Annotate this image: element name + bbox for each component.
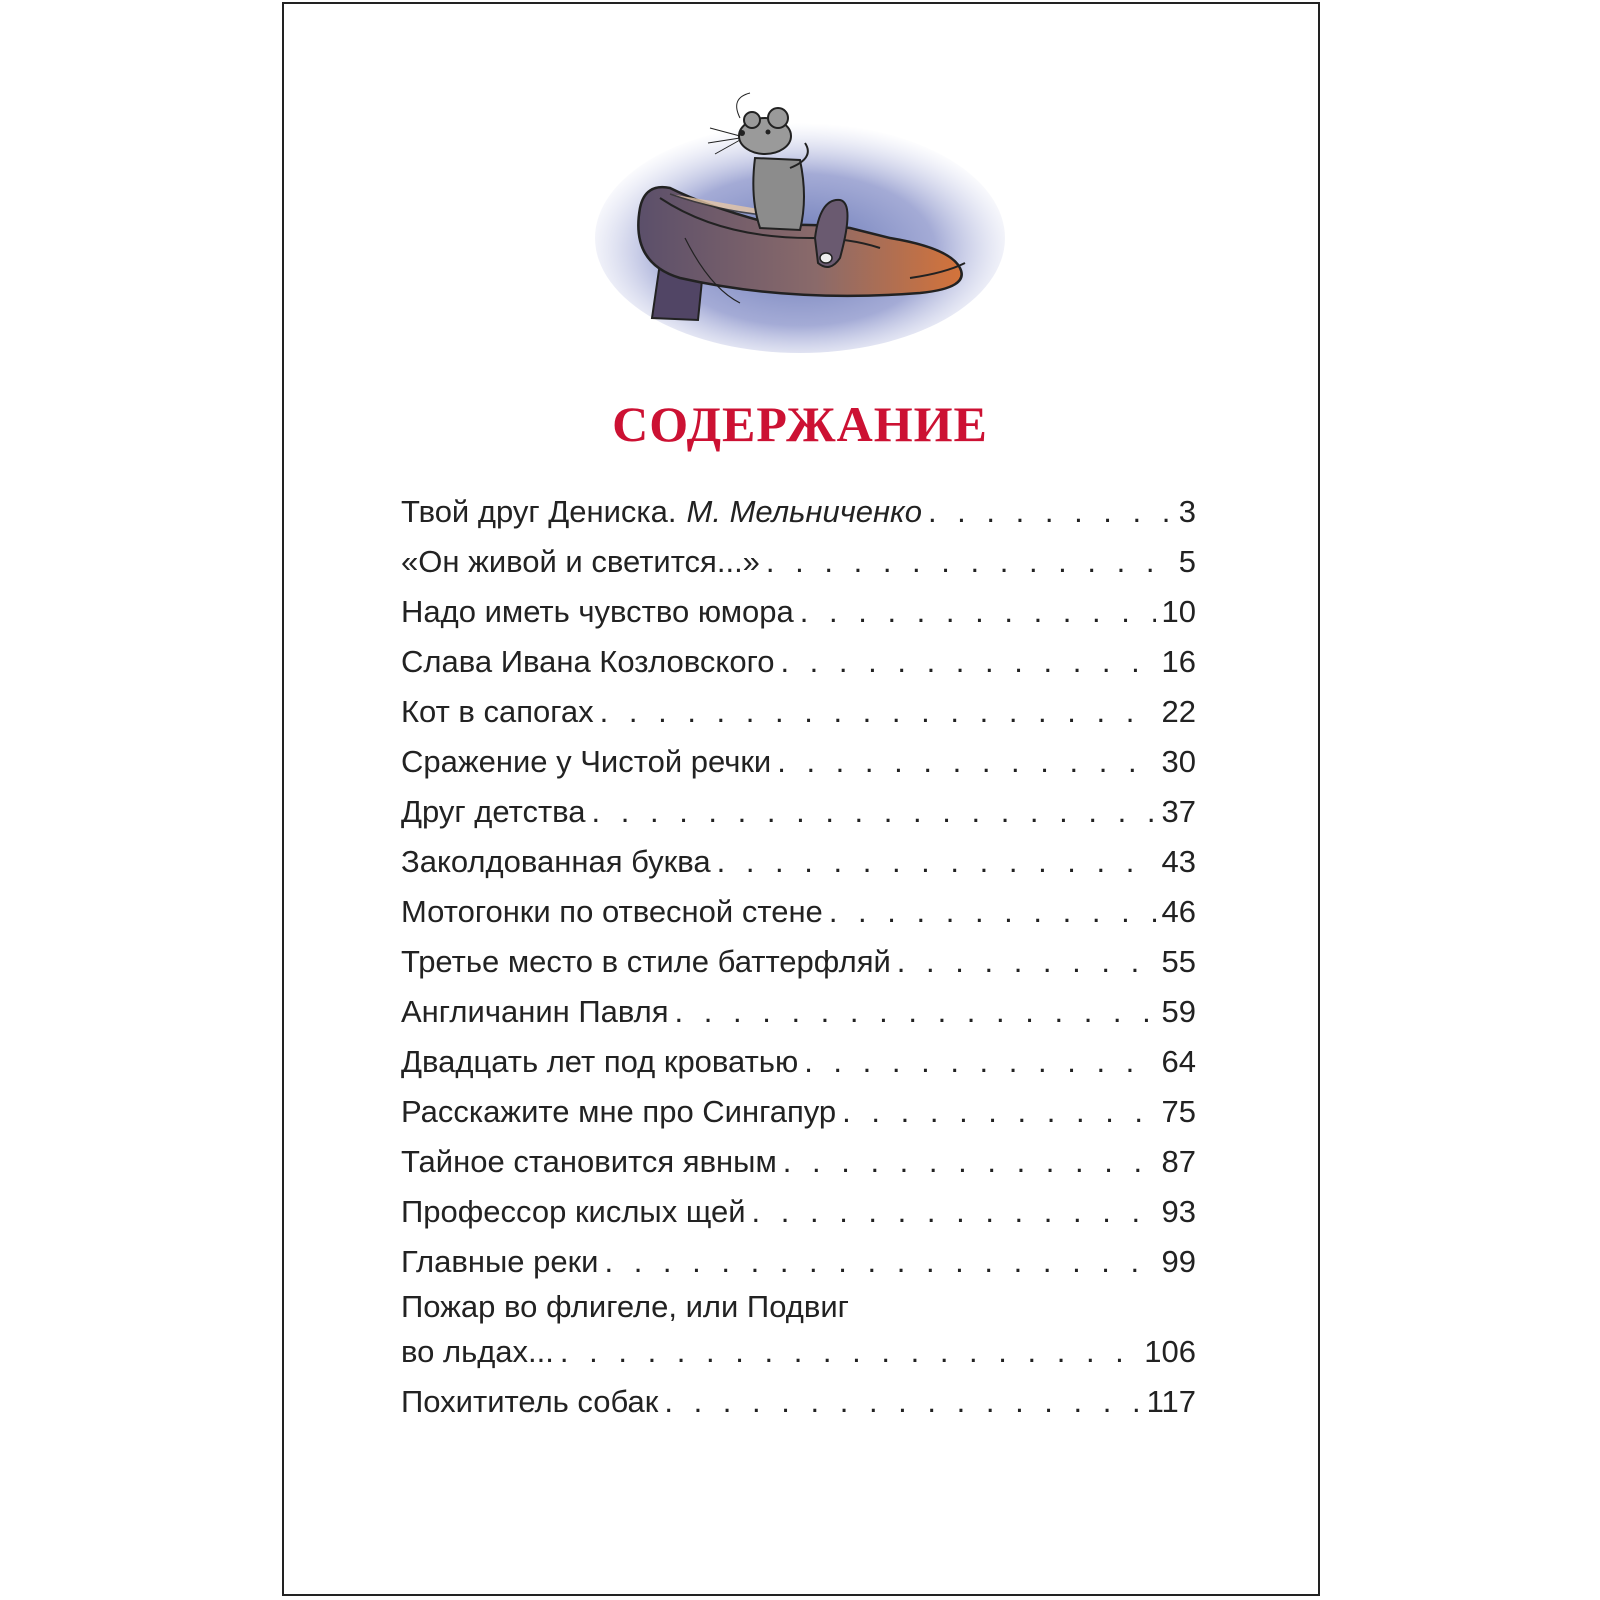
- dot-leader: [800, 587, 1156, 637]
- toc-entry-page: 75: [1161, 1094, 1196, 1129]
- toc-entry-page: 30: [1161, 744, 1196, 779]
- toc-entry-page: 10: [1161, 594, 1196, 629]
- table-of-contents: [401, 487, 1196, 1427]
- dot-leader: [717, 837, 1156, 887]
- toc-entry-page: 99: [1161, 1244, 1196, 1279]
- dot-leader: [592, 787, 1156, 837]
- dot-leader: [780, 637, 1155, 687]
- toc-entry-title: Двадцать лет под кроватью: [401, 1044, 799, 1079]
- toc-entry-page: 87: [1161, 1144, 1196, 1179]
- dot-leader: [897, 937, 1156, 987]
- toc-entry-title: Третье место в стиле баттерфляй: [401, 944, 891, 979]
- toc-entry-title-line1: Пожар во флигеле, или Подвиг: [401, 1289, 849, 1324]
- toc-entry: [401, 1287, 1196, 1377]
- toc-entry-title: Надо иметь чувство юмора: [401, 594, 794, 629]
- toc-entry-author: М. Мельниченко: [686, 494, 922, 529]
- toc-entry: [401, 687, 1196, 737]
- dot-leader: [752, 1187, 1156, 1237]
- toc-entry: [401, 587, 1196, 637]
- toc-entry-title: Похититель собак: [401, 1384, 659, 1419]
- toc-entry: [401, 787, 1196, 837]
- toc-entry: [401, 937, 1196, 987]
- dot-leader: [766, 537, 1173, 587]
- toc-entry: [401, 637, 1196, 687]
- toc-entry-title: Твой друг Дениска.: [401, 494, 677, 529]
- toc-entry-title: Заколдованная буква: [401, 844, 711, 879]
- toc-entry-page: 117: [1146, 1384, 1196, 1419]
- toc-entry-title: Расскажите мне про Сингапур: [401, 1094, 837, 1129]
- toc-entry-title: Профессор кислых щей: [401, 1194, 746, 1229]
- toc-entry: [401, 737, 1196, 787]
- dot-leader: [604, 1237, 1155, 1287]
- dot-leader: [675, 987, 1156, 1037]
- toc-entry: [401, 1037, 1196, 1087]
- toc-entry-title: Тайное становится явным: [401, 1144, 777, 1179]
- toc-entry-title: Кот в сапогах: [401, 694, 594, 729]
- toc-entry: [401, 1137, 1196, 1187]
- toc-entry-page: 22: [1161, 694, 1196, 729]
- toc-entry-page: 55: [1161, 944, 1196, 979]
- toc-entry: [401, 837, 1196, 887]
- toc-entry-page: 3: [1178, 494, 1196, 529]
- toc-entry-title: Друг детства: [401, 794, 586, 829]
- toc-entry-page: 37: [1161, 794, 1196, 829]
- toc-entry: [401, 537, 1196, 587]
- toc-entry-title: Мотогонки по отвесной стене: [401, 894, 823, 929]
- toc-entry-title: Англичанин Павля: [401, 994, 669, 1029]
- toc-entry-page: 46: [1161, 894, 1196, 929]
- toc-entry: [401, 987, 1196, 1037]
- toc-entry: [401, 887, 1196, 937]
- toc-entry-page: 16: [1161, 644, 1196, 679]
- toc-entry-title: «Он живой и светится...»: [401, 544, 760, 579]
- dot-leader: [600, 687, 1156, 737]
- toc-entry-page: 64: [1161, 1044, 1196, 1079]
- toc-entry: [401, 1187, 1196, 1237]
- toc-entry-page: 106: [1144, 1334, 1196, 1369]
- mouse-in-shoe-illustration: [590, 88, 1010, 358]
- toc-entry: [401, 487, 1196, 537]
- toc-entry-title: Сражение у Чистой речки: [401, 744, 772, 779]
- toc-entry-title: Главные реки: [401, 1244, 599, 1279]
- dot-leader: [777, 737, 1155, 787]
- toc-entry-page: 43: [1161, 844, 1196, 879]
- toc-entry: [401, 1377, 1196, 1427]
- toc-entry-page: 93: [1161, 1194, 1196, 1229]
- toc-entry: [401, 1087, 1196, 1137]
- toc-entry-page: 5: [1178, 544, 1196, 579]
- dot-leader: [560, 1327, 1138, 1377]
- toc-entry-title-line2: во льдах...: [401, 1334, 554, 1369]
- toc-entry: [401, 1237, 1196, 1287]
- dot-leader: [804, 1037, 1155, 1087]
- dot-leader: [829, 887, 1156, 937]
- dot-leader: [783, 1137, 1156, 1187]
- page-title: СОДЕРЖАНИЕ: [612, 396, 988, 452]
- toc-entry-page: 59: [1161, 994, 1196, 1029]
- toc-entry-title: Слава Ивана Козловского: [401, 644, 775, 679]
- dot-leader: [928, 487, 1173, 537]
- dot-leader: [664, 1377, 1140, 1427]
- dot-leader: [842, 1087, 1155, 1137]
